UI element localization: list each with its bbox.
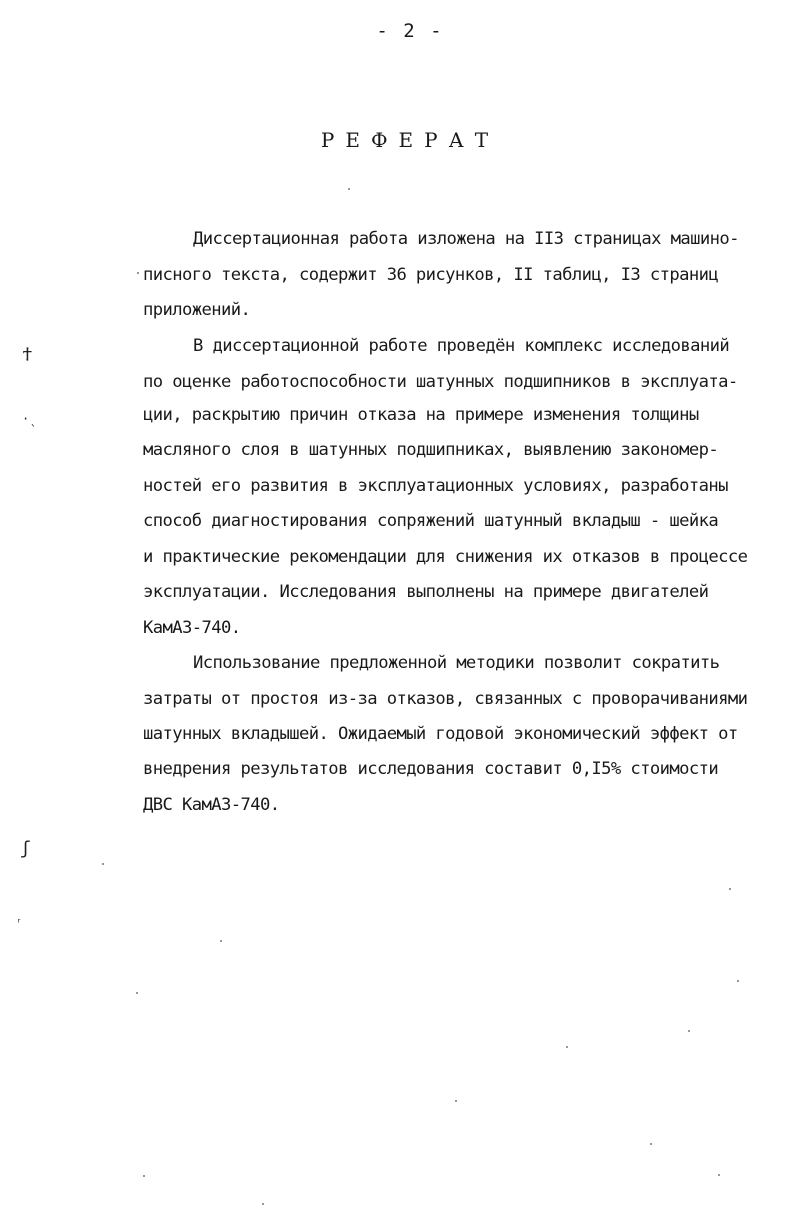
paragraph-3-line-4: внедрения результатов исследования составит 0,I5% стоимости bbox=[143, 759, 719, 779]
scan-mark-2: ·ˎ bbox=[22, 412, 37, 426]
paragraph-1-line-3: приложений. bbox=[143, 300, 251, 320]
scan-speck bbox=[143, 1175, 145, 1177]
paragraph-2-line-8: эксплуатации. Исследования выполнены на примере двигателей bbox=[143, 582, 709, 602]
paragraph-2-line-4: масляного слоя в шатунных подшипниках, выявлению закономер- bbox=[143, 440, 719, 460]
paragraph-3-line-2: затраты от простоя из-за отказов, связанных с проворачиваниями bbox=[143, 689, 748, 709]
paragraph-3-line-3: шатунных вкладышей. Ожидаемый годовой экономический эффект от bbox=[143, 724, 738, 744]
scan-speck bbox=[137, 272, 139, 274]
scan-speck bbox=[262, 1203, 264, 1205]
scan-speck bbox=[737, 980, 739, 982]
scan-mark-4: ʳ bbox=[16, 916, 23, 929]
paragraph-2-line-9: КамАЗ-740. bbox=[143, 618, 241, 638]
page-title: РЕФЕРАТ bbox=[320, 128, 500, 152]
paragraph-2-line-6: способ диагностирования сопряжений шатунный вкладыш - шейка bbox=[143, 511, 719, 531]
paragraph-2-line-1: В диссертационной работе проведён комплекс исследований bbox=[193, 336, 730, 356]
paragraph-3-line-1: Использование предложенной методики позволит сократить bbox=[193, 653, 720, 673]
paragraph-1-line-2: писного текста, содержит 36 рисунков, II таблиц, I3 страниц bbox=[143, 265, 719, 285]
scan-speck bbox=[220, 940, 222, 942]
paragraph-2-line-3: ции, раскрытию причин отказа на примере изменения толщины bbox=[143, 405, 699, 425]
scan-speck bbox=[455, 1100, 457, 1102]
scan-speck bbox=[136, 992, 138, 994]
scan-speck bbox=[650, 1143, 652, 1145]
scan-speck bbox=[566, 1046, 568, 1048]
page-number: - 2 - bbox=[376, 20, 444, 42]
scan-mark-1: ϯ bbox=[22, 345, 33, 366]
paragraph-2-line-5: ностей его развития в эксплуатационных условиях, разработаны bbox=[143, 476, 728, 496]
scan-speck bbox=[348, 188, 350, 190]
scan-speck bbox=[718, 1174, 720, 1176]
paragraph-1-line-1: Диссертационная работа изложена на II3 страницах машино- bbox=[193, 229, 739, 249]
paragraph-2-line-7: и практические рекомендации для снижения их отказов в процессе bbox=[143, 547, 748, 567]
paragraph-2-line-2: по оценке работоспособности шатунных подшипников в эксплуата- bbox=[143, 372, 738, 392]
scan-speck bbox=[102, 863, 104, 865]
scan-mark-3: ʃ bbox=[20, 838, 31, 859]
scan-speck bbox=[729, 888, 731, 890]
scan-speck bbox=[688, 1030, 690, 1032]
paragraph-3-line-5: ДВС КамАЗ-740. bbox=[143, 795, 280, 815]
